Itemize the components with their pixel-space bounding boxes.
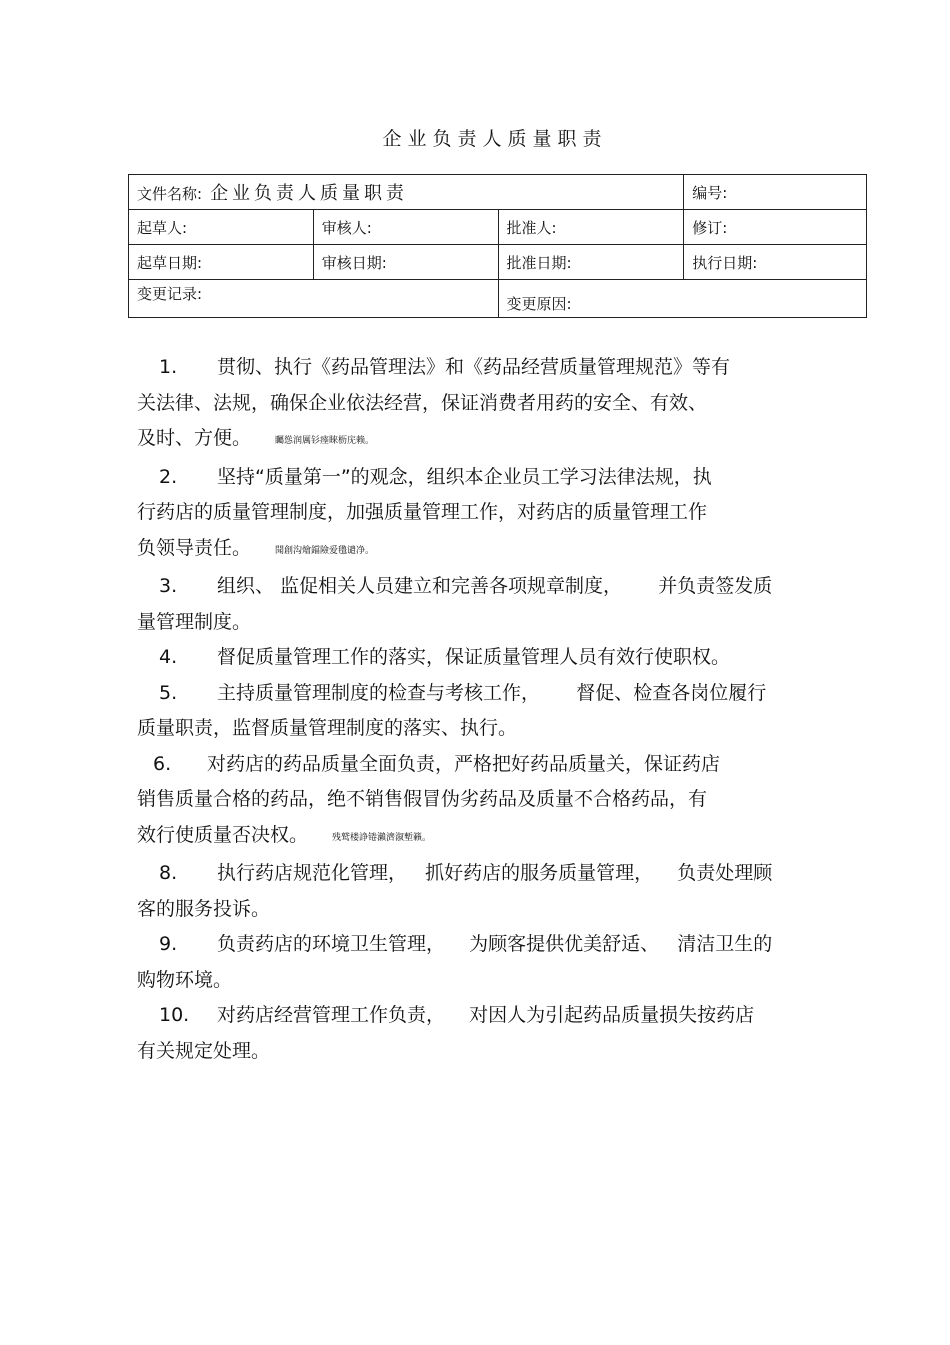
- document-title: 企业负责人质量职责: [382, 128, 608, 150]
- line-text: 组织、 监促相关人员建立和完善各项规章制度， 并负责签发质: [217, 575, 773, 597]
- paragraph-line: [137, 569, 857, 605]
- paragraph-line: 行药店的质量管理制度，加强质量管理工作，对药店的质量管理工作: [137, 501, 708, 523]
- paragraph-line: 购物环境。: [137, 968, 233, 991]
- review-date-cell: [313, 245, 498, 280]
- revision-label: 修订:: [692, 218, 728, 237]
- responsibility-item: [137, 998, 857, 1069]
- draft-date-label: 起草日期:: [137, 253, 203, 272]
- line-text: 对药店的药品质量全面负责，严格把好药品质量关，保证药店: [207, 752, 721, 775]
- responsibility-item: [137, 569, 857, 640]
- item-number: 4.: [159, 646, 178, 668]
- paragraph-line: [137, 421, 857, 460]
- draft-date-cell: [129, 245, 314, 280]
- paragraph-line: [137, 747, 857, 783]
- line-text: 主持质量管理制度的检查与考核工作， 督促、检查各岗位履行: [217, 681, 767, 704]
- responsibility-item: [137, 927, 857, 998]
- drafter-label: 起草人:: [137, 218, 188, 237]
- responsibility-item: [137, 856, 857, 927]
- approver-cell: [498, 210, 684, 245]
- item-number: 8.: [159, 862, 178, 884]
- responsibility-item: [137, 460, 857, 570]
- paragraph-line: [137, 460, 857, 496]
- review-date-label: 审核日期:: [321, 253, 387, 272]
- document-number-cell: [684, 175, 867, 210]
- item-number: 6.: [153, 752, 172, 775]
- meta-row-file: [129, 175, 867, 210]
- line-text: 效行使质量否决权。: [137, 823, 309, 846]
- paragraph-line: 销售质量合格的药品，绝不销售假冒伪劣药品及质量不合格药品，有: [137, 788, 708, 810]
- noise-text: 聞創沟燴鐺險爱氇谴净。: [275, 545, 375, 556]
- approve-date-label: 批准日期:: [506, 253, 572, 272]
- responsibilities-body: [137, 350, 857, 1069]
- paragraph-line: 量管理制度。: [137, 610, 252, 633]
- paragraph-line: 有关规定处理。: [137, 1039, 271, 1062]
- reviewer-cell: [313, 210, 498, 245]
- line-text: 贯彻、执行《药品管理法》和《药品经营质量管理规范》等有: [217, 356, 731, 378]
- document-meta-table: [128, 174, 867, 318]
- approve-date-cell: [498, 245, 684, 280]
- file-name-value: 企业负责人质量职责: [210, 183, 409, 204]
- reviewer-label: 审核人:: [321, 218, 372, 237]
- paragraph-line: [137, 676, 857, 712]
- effective-date-cell: [684, 245, 867, 280]
- item-number: 1.: [159, 356, 178, 378]
- file-name-label: 文件名称:: [137, 185, 203, 203]
- line-text: 负领导责任。: [137, 536, 252, 559]
- item-number: 9.: [159, 933, 178, 955]
- effective-date-label: 执行日期:: [692, 253, 758, 272]
- meta-row-people: [129, 210, 867, 245]
- line-text: 执行药店规范化管理， 抓好药店的服务质量管理， 负责处理顾: [217, 862, 773, 884]
- change-record-cell: [129, 280, 499, 318]
- paragraph-line: [137, 998, 857, 1034]
- change-record-label: 变更记录:: [137, 285, 203, 303]
- meta-row-changes: [129, 280, 867, 318]
- paragraph-line: 客的服务投诉。: [137, 897, 271, 920]
- item-number: 5.: [159, 681, 178, 704]
- responsibility-item: [137, 640, 857, 676]
- line-text: 负责药店的环境卫生管理， 为顾客提供优美舒适、 清洁卫生的: [217, 933, 773, 955]
- revision-cell: [684, 210, 867, 245]
- item-number: 2.: [159, 465, 178, 488]
- paragraph-line: [137, 640, 857, 676]
- paragraph-line: 关法律、法规，确保企业依法经营，保证消费者用药的安全、有效、: [137, 391, 708, 414]
- responsibility-item: [137, 747, 857, 857]
- paragraph-line: [137, 350, 857, 386]
- meta-row-dates: [129, 245, 867, 280]
- line-text: 及时、方便。: [137, 427, 252, 449]
- change-reason-label: 变更原因:: [506, 295, 572, 313]
- line-text: 督促质量管理工作的落实，保证质量管理人员有效行使职权。: [217, 646, 731, 668]
- approver-label: 批准人:: [506, 218, 557, 237]
- noise-text: 矚慫润厲钐瘗睞枥庑赖。: [275, 436, 375, 446]
- noise-text: 残鹫楼諍锩瀨濟溆塹籟。: [332, 832, 432, 843]
- paragraph-line: [137, 927, 857, 963]
- paragraph-line: [137, 818, 857, 857]
- responsibility-item: [137, 676, 857, 747]
- file-name-cell: [129, 175, 684, 210]
- paragraph-line: [137, 531, 857, 570]
- document-number-label: 编号:: [692, 183, 728, 202]
- paragraph-line: [137, 856, 857, 892]
- paragraph-line: 质量职责，监督质量管理制度的落实、执行。: [137, 717, 518, 739]
- drafter-cell: [129, 210, 314, 245]
- line-text: 对药店经营管理工作负责， 对因人为引起药品质量损失按药店: [217, 1004, 755, 1026]
- line-text: 坚持“质量第一”的观念，组织本企业员工学习法律法规，执: [217, 465, 712, 488]
- item-number: 10.: [159, 1004, 190, 1026]
- responsibility-item: [137, 350, 857, 460]
- item-number: 3.: [159, 575, 178, 597]
- change-reason-cell: [498, 280, 867, 318]
